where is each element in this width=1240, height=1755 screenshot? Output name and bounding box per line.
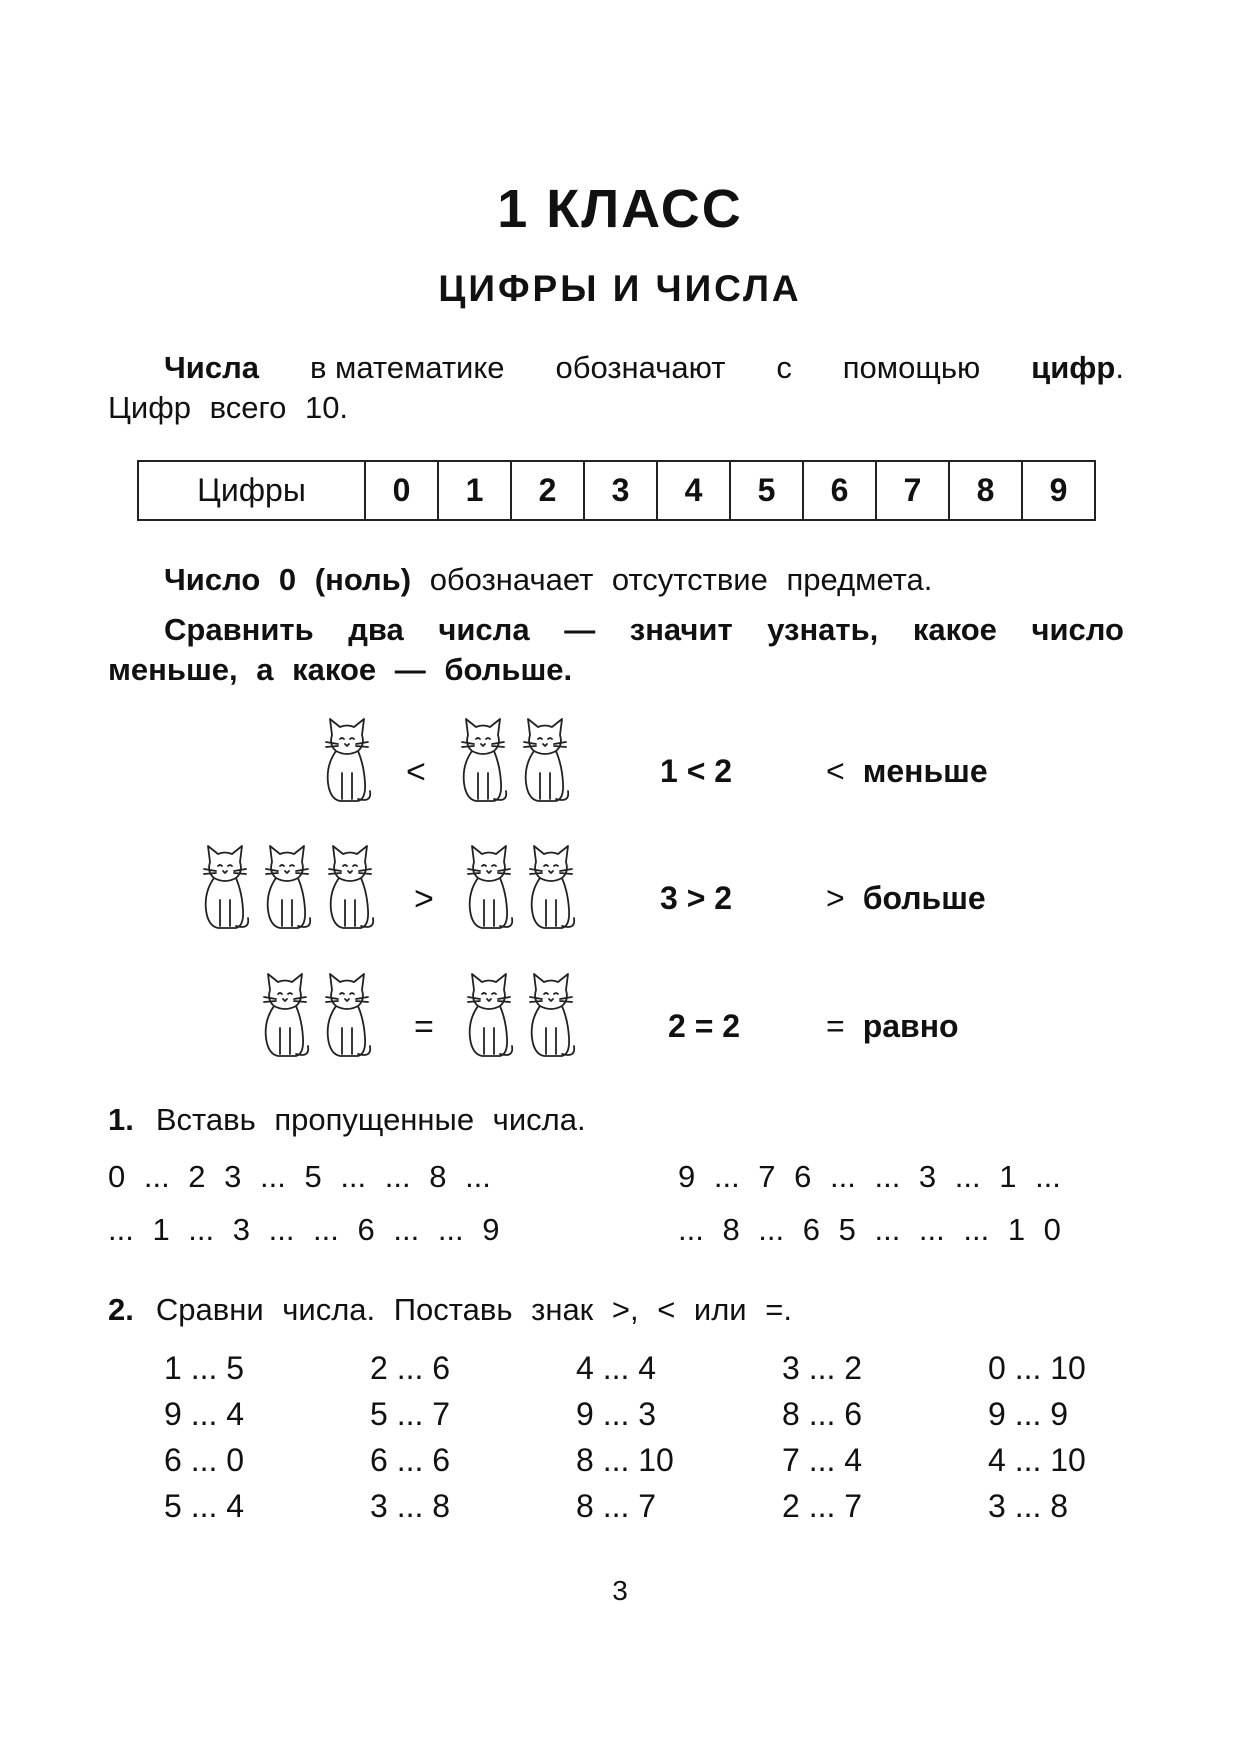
compare-item: 4 ... 10 <box>988 1442 1086 1478</box>
comparison-row-1 <box>0 713 1240 833</box>
cats-left <box>318 713 376 814</box>
compare-item: 5 ... 4 <box>164 1488 245 1524</box>
page-title: 1 КЛАСС <box>497 179 743 239</box>
legend-symbol: < <box>826 753 845 789</box>
task-2-grid <box>164 1345 1194 1529</box>
compare-item: 9 ... 9 <box>988 1396 1069 1432</box>
cats-right <box>460 840 580 941</box>
legend-word: больше <box>862 880 986 916</box>
task-2-number: 2. <box>108 1292 134 1327</box>
compare-item: 3 ... 8 <box>988 1488 1069 1524</box>
digit-cell: 8 <box>949 461 1022 520</box>
compare-item: 1 ... 5 <box>164 1350 245 1386</box>
cat-icon <box>256 968 314 1064</box>
compare-item: 9 ... 4 <box>164 1396 245 1432</box>
zero-note <box>164 560 932 600</box>
task-2-heading <box>108 1290 792 1330</box>
cat-icon <box>318 713 376 809</box>
cat-icon <box>460 968 518 1064</box>
digit-cell: 6 <box>803 461 876 520</box>
task-1-row-left: 0 ... 2 3 ... 5 ... ... 8 ... <box>108 1159 491 1194</box>
comparison-legend <box>826 753 988 790</box>
cat-icon <box>454 713 512 809</box>
digit-cell: 2 <box>511 461 584 520</box>
zero-note-text: обозначает отсутствие предмета. <box>429 562 933 597</box>
cat-icon <box>258 840 316 936</box>
task-1-row-right: ... 8 ... 6 5 ... ... ... 1 0 <box>678 1212 1061 1247</box>
comparison-expression: 1 < 2 <box>660 753 733 789</box>
digit-cell: 3 <box>584 461 657 520</box>
compare-rule-line-1: Сравнить два числа — значит узнать, какое число <box>164 612 1124 647</box>
comparison-legend <box>826 1008 959 1045</box>
compare-item: 8 ... 6 <box>782 1396 863 1432</box>
compare-item: 6 ... 0 <box>164 1442 245 1478</box>
legend-word: равно <box>862 1008 959 1044</box>
intro-word-cifr: цифр <box>1031 350 1116 385</box>
cats-left <box>256 968 376 1069</box>
compare-item: 8 ... 7 <box>576 1488 657 1524</box>
digit-cell: 5 <box>730 461 803 520</box>
digit-cell: 4 <box>657 461 730 520</box>
comparison-sign: < <box>406 753 426 791</box>
intro-word-chisla: Числа <box>164 350 260 385</box>
compare-rule-line-2: меньше, а какое — больше. <box>108 652 573 687</box>
intro-period: . <box>1115 350 1124 385</box>
page-number: 3 <box>612 1575 628 1606</box>
legend-symbol: > <box>826 880 845 916</box>
compare-item: 3 ... 2 <box>782 1350 863 1386</box>
legend-word: меньше <box>862 753 988 789</box>
compare-item: 8 ... 10 <box>576 1442 674 1478</box>
compare-item: 0 ... 10 <box>988 1350 1086 1386</box>
comparison-expression: 2 = 2 <box>668 1008 741 1044</box>
task-1-heading <box>108 1100 586 1140</box>
digits-table-label: Цифры <box>138 461 365 520</box>
comparison-sign: > <box>414 880 434 918</box>
intro-paragraph <box>108 348 1124 428</box>
compare-item: 7 ... 4 <box>782 1442 863 1478</box>
intro-line-1 <box>108 348 1124 388</box>
task-1-text: Вставь пропущенные числа. <box>155 1102 586 1137</box>
cat-icon <box>318 968 376 1064</box>
compare-item: 9 ... 3 <box>576 1396 657 1432</box>
task-1-row-right: 9 ... 7 6 ... ... 3 ... 1 ... <box>678 1159 1061 1194</box>
comparison-row-2 <box>0 840 1240 960</box>
cats-left <box>196 840 379 941</box>
legend-symbol: = <box>826 1008 845 1044</box>
cats-right <box>460 968 580 1069</box>
cat-icon <box>196 840 254 936</box>
cats-right <box>454 713 574 814</box>
task-1-number: 1. <box>108 1102 134 1137</box>
task-1-row-left: ... 1 ... 3 ... ... 6 ... ... 9 <box>108 1212 500 1247</box>
digits-table <box>137 460 1096 521</box>
comparison-sign: = <box>414 1008 434 1046</box>
compare-rule <box>108 610 1124 690</box>
digit-cell: 7 <box>876 461 949 520</box>
task-2-text: Сравни числа. Поставь знак >, < или =. <box>155 1292 792 1327</box>
compare-item: 6 ... 6 <box>370 1442 451 1478</box>
compare-item: 2 ... 6 <box>370 1350 451 1386</box>
intro-word: с <box>776 350 792 385</box>
compare-item: 5 ... 7 <box>370 1396 451 1432</box>
comparison-row-3 <box>0 968 1240 1088</box>
comparison-legend <box>826 880 986 917</box>
cat-icon <box>460 840 518 936</box>
digit-cell: 9 <box>1022 461 1095 520</box>
intro-word: помощью <box>842 350 981 385</box>
compare-item: 3 ... 8 <box>370 1488 451 1524</box>
section-title: ЦИФРЫ И ЧИСЛА <box>438 268 802 309</box>
zero-note-bold: Число 0 (ноль) <box>164 562 412 597</box>
comparison-expression: 3 > 2 <box>660 880 733 916</box>
intro-word: обозначают <box>555 350 726 385</box>
compare-item: 2 ... 7 <box>782 1488 863 1524</box>
compare-item: 4 ... 4 <box>576 1350 657 1386</box>
intro-line-2: Цифр всего 10. <box>108 390 349 425</box>
intro-word: в математике <box>309 350 505 385</box>
digit-cell: 0 <box>365 461 438 520</box>
cat-icon <box>516 713 574 809</box>
cat-icon <box>321 840 379 936</box>
cat-icon <box>522 968 580 1064</box>
cat-icon <box>522 840 580 936</box>
digit-cell: 1 <box>438 461 511 520</box>
